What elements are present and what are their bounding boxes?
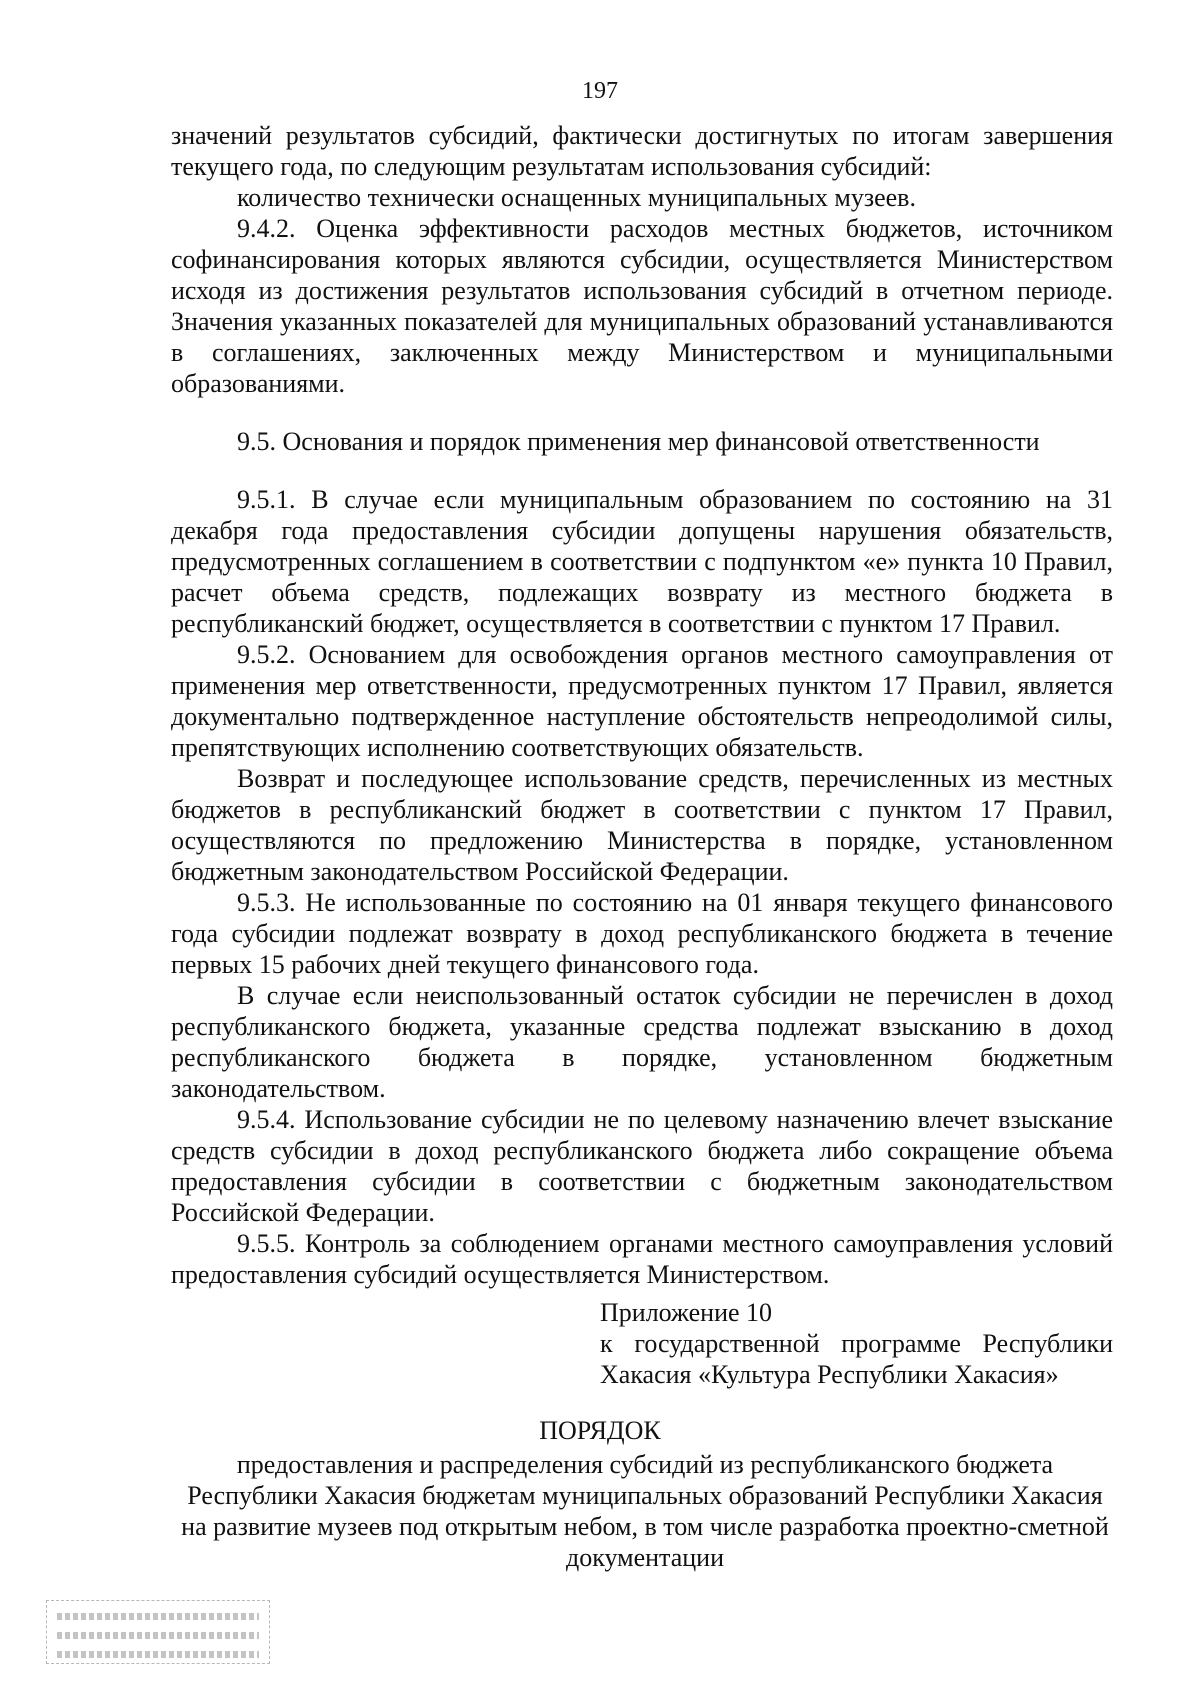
paragraph: 9.5.4. Использование субсидии не по целевому назначению влечет взыскание средств субсидии в доход республиканского бюджета либо сокращение объема предоставления субсидии в соответствии с бюджетным законодательством Российской Федерации. [171, 1105, 1113, 1227]
page-number: 197 [582, 78, 618, 104]
subtitle-line: Республики Хакасия бюджетам муниципальных образований Республики Хакасия [187, 1481, 1103, 1510]
paragraph: 9.4.2. Оценка эффективности расходов местных бюджетов, источником софинансирования которых являются субсидии, осуществляется Министерством исходя из достижения результатов использования субсидий в отчетном периоде. Значения указанных показателей для муниципальных образований устанавливаются в соглашениях, заключенных между Министерством и муниципальными образованиями. [171, 214, 1113, 398]
section-heading: 9.5. Основания и порядок применения мер финансовой ответственности [237, 427, 1040, 456]
paragraph: 9.5.5. Контроль за соблюдением органами местного самоуправления условий предоставления субсидий осуществляется Министерством. [171, 1229, 1113, 1289]
appendix-block [600, 1297, 1113, 1390]
stamp-text-line [57, 1651, 259, 1658]
subtitle-line: документации [565, 1543, 725, 1572]
document-subtitle [150, 1449, 1140, 1573]
subtitle-line: предоставления и распределения субсидий из республиканского бюджета [236, 1450, 1054, 1479]
paragraph: 9.5.3. Не использованные по состоянию на 01 января текущего финансового года субсидии подлежат возврату в доход республиканского бюджета в течение первых 15 рабочих дней текущего финансового года. [171, 888, 1113, 979]
paragraph: 9.5.1. В случае если муниципальным образованием по состоянию на 31 декабря года предоставления субсидии допущены нарушения обязательств, предусмотренных соглашением в соответствии с подпунктом «е» пункта 10 Правил, расчет объема средств, подлежащих возврату из местного бюджета в республиканский бюджет, осуществляется в соответствии с пунктом 17 Правил. [171, 485, 1113, 638]
appendix-title: Приложение 10 [600, 1298, 773, 1327]
document-title: ПОРЯДОК [539, 1416, 661, 1445]
paragraph: В случае если неиспользованный остаток субсидии не перечислен в доход республиканского бюджета, указанные средства подлежат взысканию в доход республиканского бюджета в порядке, установленном бюджетным законодательством. [171, 981, 1113, 1103]
body-text [171, 120, 1113, 1290]
paragraph: значений результатов субсидий, фактически достигнутых по итогам завершения текущего года, по следующим результатам использования субсидий: [171, 121, 1113, 181]
paragraph: 9.5.2. Основанием для освобождения органов местного самоуправления от применения мер ответственности, предусмотренных пунктом 17 Правил, является документально подтвержденное наступление обстоятельств непреодолимой силы, препятствующих исполнению соответствующих обязательств. [171, 640, 1113, 762]
paragraph: количество технически оснащенных муниципальных музеев. [237, 183, 916, 212]
registry-stamp [46, 1600, 270, 1664]
stamp-text-line [57, 1632, 259, 1639]
appendix-line: Хакасия «Культура Республики Хакасия» [600, 1360, 1059, 1389]
stamp-text-line [57, 1613, 259, 1620]
paragraph: Возврат и последующее использование средств, перечисленных из местных бюджетов в республиканский бюджет в соответствии с пунктом 17 Правил, осуществляются по предложению Министерства в порядке, установленном бюджетным законодательством Российской Федерации. [171, 764, 1113, 886]
appendix-line: к государственной программе Республики [600, 1329, 1113, 1358]
subtitle-line: на развитие музеев под открытым небом, в том числе разработка проектно-сметной [181, 1512, 1109, 1541]
